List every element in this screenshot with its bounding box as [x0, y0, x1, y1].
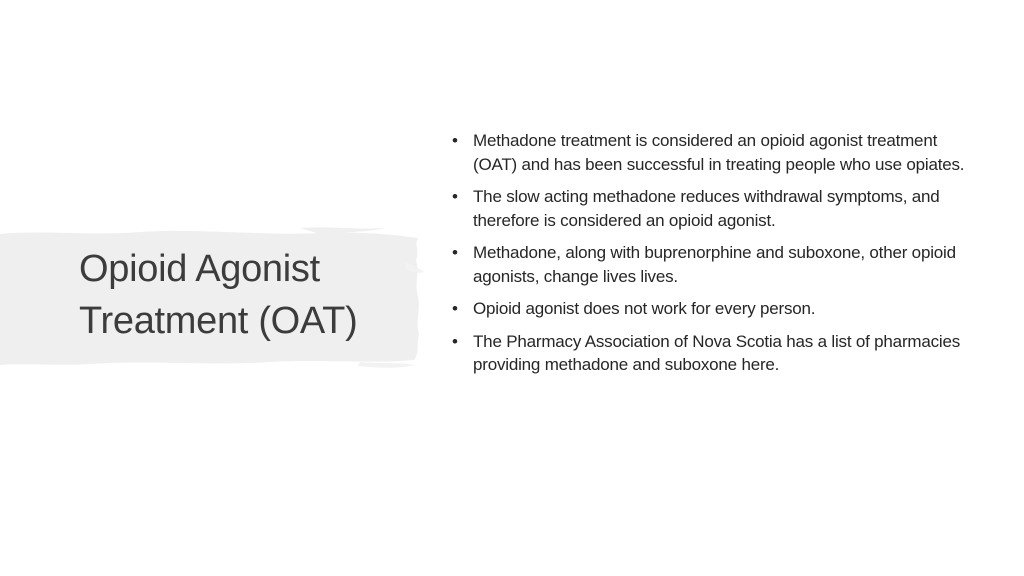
bullet-list: [450, 129, 970, 386]
bullet-icon: •: [452, 187, 458, 206]
bullet-text: Methadone, along with buprenorphine and suboxone, other opioid agonists, change lives lives.: [473, 243, 956, 286]
bullet-item: [450, 129, 970, 176]
bullet-icon: •: [452, 131, 458, 150]
slide-title: Opioid Agonist Treatment (OAT): [79, 248, 358, 342]
bullet-item: [450, 241, 970, 288]
bullet-icon: •: [452, 331, 458, 351]
bullet-icon: •: [452, 243, 458, 262]
bullet-item: [450, 297, 970, 321]
bullet-text: The Pharmacy Association of Nova Scotia has a list of pharmacies providing methadone and suboxone here.: [473, 331, 961, 374]
bullet-icon: •: [452, 299, 458, 318]
bullet-text: Opioid agonist does not work for every person.: [473, 299, 816, 318]
bullet-text: Methadone treatment is considered an opioid agonist treatment (OAT) and has been successful in treating people who use opiates.: [473, 131, 965, 174]
bullet-text: The slow acting methadone reduces withdrawal symptoms, and therefore is considered an opioid agonist.: [473, 187, 940, 230]
bullet-item: [450, 185, 970, 232]
bullet-item: [450, 330, 970, 377]
